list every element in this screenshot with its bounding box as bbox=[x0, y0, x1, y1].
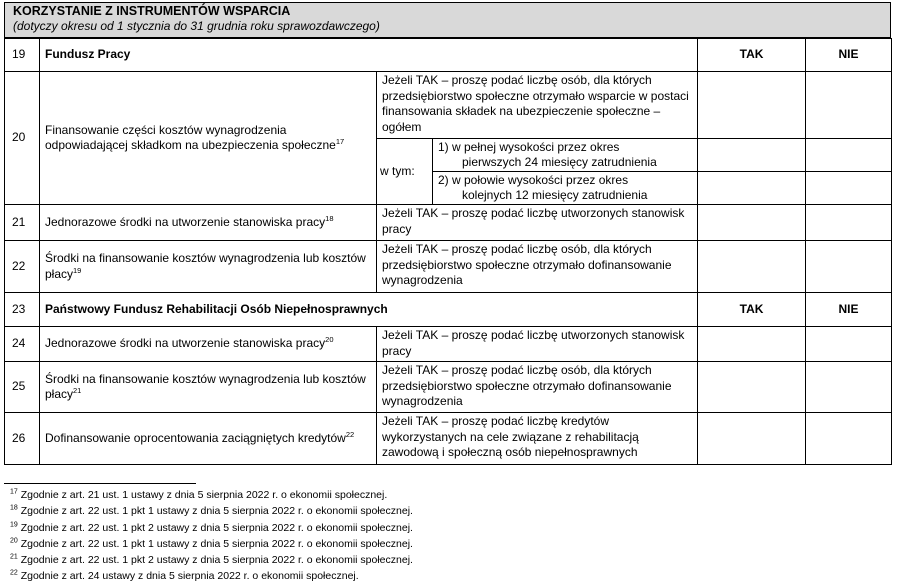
row-label: Środki na finansowanie kosztów wynagrodzenia lub kosztów płacy$^{19}$ bbox=[40, 241, 377, 293]
row-number: 21 bbox=[5, 205, 40, 241]
row-description: Jeżeli TAK – proszę podać liczbę kredytów wykorzystanych na cele związane z rehabilitacją zawodową i społeczną osób niepełnosprawnych bbox=[377, 413, 698, 465]
w-tym-label: w tym: bbox=[377, 139, 433, 205]
nie-cell[interactable] bbox=[806, 413, 892, 465]
tak-header: TAK bbox=[698, 293, 806, 327]
footnote-ref: 22 bbox=[345, 429, 355, 439]
row-number: 22 bbox=[5, 241, 40, 293]
row-label: Finansowanie części kosztów wynagrodzenia odpowiadającej składkom na ubezpieczenia społeczne$^{17}$ bbox=[40, 72, 377, 205]
row-label: Jednorazowe środki na utworzenie stanowiska pracy$^{18}$ bbox=[40, 205, 377, 241]
tak-cell[interactable] bbox=[698, 327, 806, 362]
section-header bbox=[4, 2, 891, 38]
nie-cell[interactable] bbox=[806, 139, 892, 172]
table-row bbox=[5, 293, 892, 327]
tak-cell[interactable] bbox=[698, 413, 806, 465]
footnote-ref: 19 bbox=[73, 265, 82, 275]
row-label: Środki na finansowanie kosztów wynagrodzenia lub kosztów płacy$^{21}$ bbox=[40, 362, 377, 413]
tak-header: TAK bbox=[698, 39, 806, 72]
footnote: $^{18}$ Zgodnie z art. 22 ust. 1 pkt 1 ustawy z dnia 5 sierpnia 2022 r. o ekonomii społecznej. bbox=[10, 504, 413, 518]
nie-cell[interactable] bbox=[806, 362, 892, 413]
table-row bbox=[5, 413, 892, 465]
footnotes bbox=[10, 487, 413, 585]
footnote-ref: 21 bbox=[73, 386, 82, 395]
tak-cell[interactable] bbox=[698, 362, 806, 413]
row-description: Jeżeli TAK – proszę podać liczbę osób, dla których przedsiębiorstwo społeczne otrzymało dofinansowanie wynagrodzenia bbox=[377, 362, 698, 413]
table-row bbox=[5, 362, 892, 413]
row-number: 23 bbox=[5, 293, 40, 327]
nie-header: NIE bbox=[806, 293, 892, 327]
footnote: $^{17}$ Zgodnie z art. 21 ust. 1 ustawy z dnia 5 sierpnia 2022 r. o ekonomii społecznej. bbox=[10, 488, 388, 501]
nie-cell[interactable] bbox=[806, 205, 892, 241]
footnote: $^{21}$ Zgodnie z art. 22 ust. 1 pkt 2 ustawy z dnia 5 sierpnia 2022 r. o ekonomii społecznej. bbox=[10, 553, 413, 567]
table-row bbox=[5, 241, 892, 293]
group-label: Fundusz Pracy bbox=[40, 39, 698, 72]
sub-item: 2) w połowie wysokości przez okres kolejnych 12 miesięcy zatrudnienia bbox=[433, 172, 698, 205]
row-description: Jeżeli TAK – proszę podać liczbę utworzonych stanowisk pracy bbox=[377, 327, 698, 362]
footnote: $^{19}$ Zgodnie z art. 22 ust. 1 pkt 2 ustawy z dnia 5 sierpnia 2022 r. o ekonomii społecznej. bbox=[10, 521, 413, 534]
row-number: 26 bbox=[5, 413, 40, 465]
tak-cell[interactable] bbox=[698, 139, 806, 172]
footnote-divider bbox=[4, 483, 196, 484]
tak-cell[interactable] bbox=[698, 172, 806, 205]
tak-cell[interactable] bbox=[698, 241, 806, 293]
table-row bbox=[5, 72, 892, 139]
nie-cell[interactable] bbox=[806, 72, 892, 139]
group-label: Państwowy Fundusz Rehabilitacji Osób Niepełnosprawnych bbox=[40, 293, 698, 327]
footnote-ref: 20 bbox=[325, 335, 334, 345]
row-number: 19 bbox=[5, 39, 40, 72]
footnote: $^{22}$ Zgodnie z art. 24 ustawy z dnia 5 sierpnia 2022 r. o ekonomii społecznej. bbox=[10, 569, 359, 583]
footnote: $^{20}$ Zgodnie z art. 22 ust. 1 pkt 1 ustawy z dnia 5 sierpnia 2022 r. o ekonomii społecznej. bbox=[10, 537, 413, 550]
nie-cell[interactable] bbox=[806, 241, 892, 293]
support-table bbox=[4, 38, 892, 465]
sub-item: 1) w pełnej wysokości przez okres pierwszych 24 miesięcy zatrudnienia bbox=[433, 139, 698, 172]
row-label: Dofinansowanie oprocentowania zaciągniętych kredytów$^{22}$ bbox=[40, 413, 377, 465]
row-description: Jeżeli TAK – proszę podać liczbę utworzonych stanowisk pracy bbox=[377, 205, 698, 241]
row-label: Jednorazowe środki na utworzenie stanowiska pracy$^{20}$ bbox=[40, 327, 377, 362]
nie-header: NIE bbox=[806, 39, 892, 72]
section-title: KORZYSTANIE Z INSTRUMENTÓW WSPARCIA bbox=[13, 4, 291, 18]
row-number: 24 bbox=[5, 327, 40, 362]
table-row bbox=[5, 327, 892, 362]
footnote-ref: 18 bbox=[325, 213, 334, 223]
footnote-ref: 17 bbox=[335, 137, 345, 146]
nie-cell[interactable] bbox=[806, 172, 892, 205]
nie-cell[interactable] bbox=[806, 327, 892, 362]
section-subtitle: (dotyczy okresu od 1 stycznia do 31 grudnia roku sprawozdawczego) bbox=[13, 19, 380, 33]
row-number: 20 bbox=[5, 72, 40, 205]
table-row bbox=[5, 39, 892, 72]
tak-cell[interactable] bbox=[698, 72, 806, 139]
row-description: Jeżeli TAK – proszę podać liczbę osób, dla których przedsiębiorstwo społeczne otrzymało wsparcie w postaci finansowania składek na ubezpieczenie społeczne – ogółem bbox=[377, 72, 698, 139]
row-number: 25 bbox=[5, 362, 40, 413]
row-description: Jeżeli TAK – proszę podać liczbę osób, dla których przedsiębiorstwo społeczne otrzymało dofinansowanie wynagrodzenia bbox=[377, 241, 698, 293]
support-instruments-form bbox=[4, 2, 891, 465]
table-row bbox=[5, 205, 892, 241]
tak-cell[interactable] bbox=[698, 205, 806, 241]
